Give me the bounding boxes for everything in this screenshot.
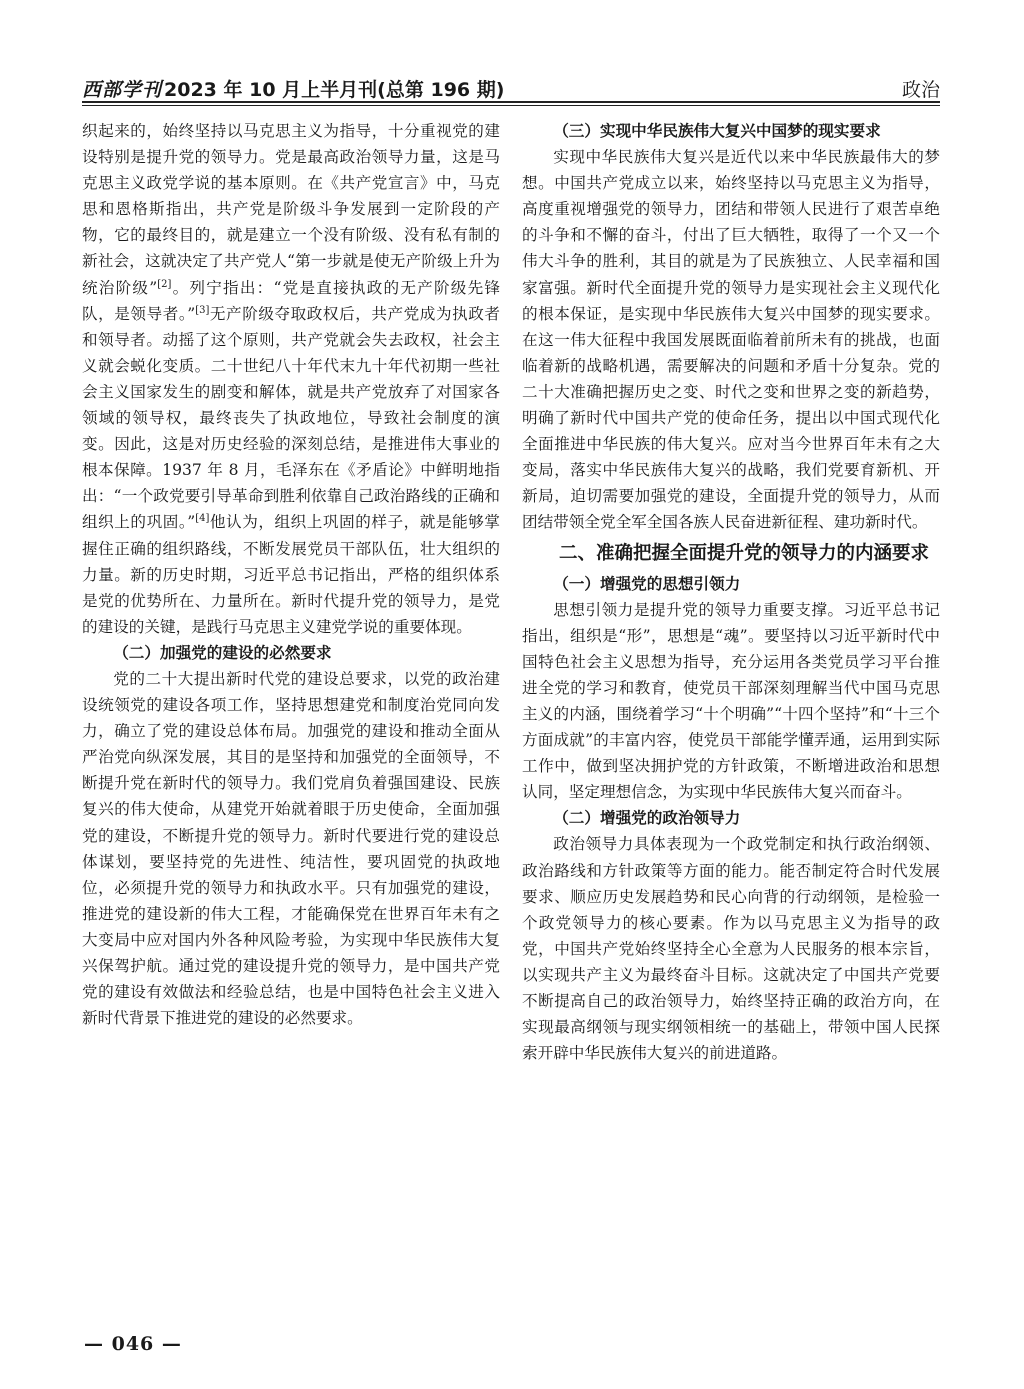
section-heading: 二、准确把握全面提升党的领导力的内涵要求 bbox=[559, 542, 930, 564]
issue-info: 2023 年 10 月上半月刊(总第 196 期) bbox=[164, 79, 505, 101]
page-number: — 046 — bbox=[84, 1333, 182, 1355]
journal-logo: 西部学刊 bbox=[82, 79, 163, 101]
citation: [4] bbox=[195, 513, 210, 525]
right-column bbox=[522, 118, 940, 1066]
subsection-heading: （三）实现中华民族伟大复兴中国梦的现实要求 bbox=[553, 122, 881, 140]
paragraph: 党的二十大提出新时代党的建设总要求，以党的政治建设统领党的建设各项工作，坚持思想建党和制度治党同向发力，确立了党的建设总体布局。加强党的建设和推动全面从严治党向纵深发展，其目的是坚持和加强党的全面领导，不断提升党在新时代的领导力。我们党肩负着强国建设、民族复兴的伟大使命，从建党开始就着眼于历史使命，全面加强党的建设，不断提升党的领导力。新时代要进行党的建设总体谋划，要坚持党的先进性、纯洁性，要巩固党的执政地位，必须提升党的领导力和执政水平。只有加强党的建设，推进党的建设新的伟大工程，才能确保党在世界百年未有之大变局中应对国内外各种风险考验，为实现中华民族伟大复兴保驾护航。通过党的建设提升党的领导力，是中国共产党党的建设有效做法和经验总结，也是中国特色社会主义进入新时代背景下推进党的建设的必然要求。 bbox=[82, 669, 500, 1028]
subsection-heading: （一）增强党的思想引领力 bbox=[553, 574, 741, 593]
left-column bbox=[82, 118, 500, 1031]
citation: [3] bbox=[195, 304, 210, 316]
paragraph: 实现中华民族伟大复兴是近代以来中华民族最伟大的梦想。中国共产党成立以来，始终坚持以马克思主义为指导，高度重视增强党的领导力，团结和带领人民进行了艰苦卓绝的斗争和不懈的奋斗，付出了巨大牺牲，取得了一个又一个伟大斗争的胜利，其目的就是为了民族独立、人民幸福和国家富强。新时代全面提升党的领导力是实现社会主义现代化的根本保证，是实现中华民族伟大复兴中国梦的现实要求。在这一伟大征程中我国发展既面临着前所未有的挑战，也面临着新的战略机遇，需要解决的问题和矛盾十分复杂。党的二十大准确把握历史之变、时代之变和世界之变的新趋势，明确了新时代中国共产党的使命任务，提出以中国式现代化全面推进中华民族的伟大复兴。应对当今世界百年未有之大变局，落实中华民族伟大复兴的战略，我们党要育新机、开新局，迫切需要加强党的建设，全面提升党的领导力，从而团结带领全党全军全国各族人民奋进新征程、建功新时代。 bbox=[522, 148, 940, 532]
section-name: 政治 bbox=[901, 79, 940, 101]
subsection-heading: （二）增强党的政治领导力 bbox=[553, 809, 741, 828]
header-rule-thin bbox=[82, 105, 940, 106]
paragraph: 思想引领力是提升党的领导力重要支撑。习近平总书记指出，组织是“形”，思想是“魂”。要坚持以习近平新时代中国特色社会主义思想为指导，充分运用各类党员学习平台推进全党的学习和教育，使党员干部深刻理解当代中国马克思主义的内涵，围绕着学习“十个明确”“十四个坚持”和“十三个方面成就”的丰富内容，使党员干部能学懂弄通，运用到实际工作中，做到坚决拥护党的方针政策，不断增进政治和思想认同，坚定理想信念，为实现中华民族伟大复兴而奋斗。 bbox=[522, 600, 940, 802]
paragraph: 政治领导力具体表现为一个政党制定和执行政治纲领、政治路线和方针政策等方面的能力。能否制定符合时代发展要求、顺应历史发展趋势和民心向背的行动纲领，是检验一个政党领导力的核心要素。作为以马克思主义为指导的政党，中国共产党始终坚持全心全意为人民服务的根本宗旨，以实现共产主义为最终奋斗目标。这就决定了中国共产党要不断提高自己的政治领导力，始终坚持正确的政治方向，在实现最高纲领与现实纲领相统一的基础上，带领中国人民探索开辟中华民族伟大复兴的前进道路。 bbox=[522, 835, 940, 1063]
subsection-heading: （二）加强党的建设的必然要求 bbox=[113, 643, 332, 662]
paragraph: 织起来的，始终坚持以马克思主义为指导，十分重视党的建设特别是提升党的领导力。党是最高政治领导力量，这是马克思主义政党学说的基本原则。在《共产党宣言》中，马克思和恩格斯指出，共产党是阶级斗争发展到一定阶段的产物，它的最终目的，就是建立一个没有阶级、没有私有制的新社会，这就决定了共产党人“第一步就是使无产阶级上升为统治阶级”[2]。列宁指出：“党是直接执政的无产阶级先锋队，是领导者。”[3]无产阶级夺取政权后，共产党成为执政者和领导者。动摇了这个原则，共产党就会失去政权，社会主义就会蜕化变质。二十世纪八十年代末九十年代初期一些社会主义国家发生的剧变和解体，就是共产党放弃了对国家各领域的领导权，最终丧失了执政地位，导致社会制度的演变。因此，这是对历史经验的深刻总结，是推进伟大事业的根本保障。1937 年 8 月，毛泽东在《矛盾论》中鲜明地指出：“一个政党要引导革命到胜利依靠自己政治路线的正确和组织上的巩固。”[4]他认为，组织上巩固的样子，就是能够掌握住正确的组织路线，不断发展党员干部队伍，壮大组织的力量。新的历史时期，习近平总书记指出，严格的组织体系是党的优势所在、力量所在。新时代提升党的领导力，是党的建设的关键，是践行马克思主义建党学说的重要体现。 bbox=[82, 122, 500, 636]
header-rule-thick bbox=[82, 101, 940, 103]
page-header bbox=[82, 73, 940, 103]
citation: [2] bbox=[157, 278, 172, 290]
